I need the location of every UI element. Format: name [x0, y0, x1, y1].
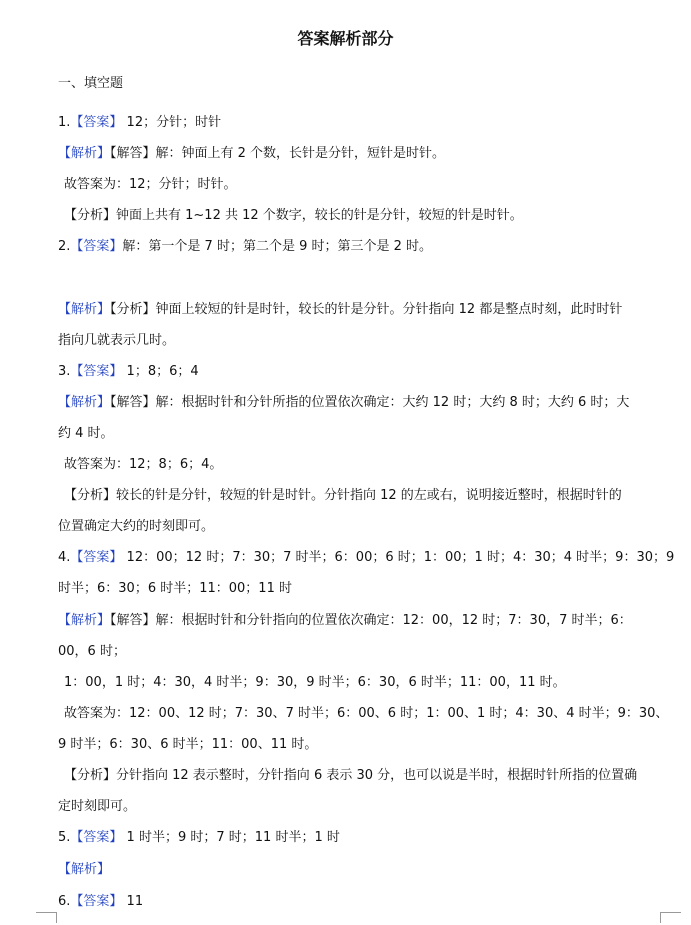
analysis-text: 【解答】解：钟面上有 2 个数，长针是分针，短针是时针。 [110, 146, 446, 161]
q2-answer [58, 237, 664, 257]
q3-analysis-continued: 约 4 时。 [58, 426, 114, 441]
q1-conclusion: 故答案为：12；分针；时针。 [64, 177, 237, 192]
answer-text: 11 [122, 894, 144, 909]
answer-tag: 【答案】 [70, 894, 123, 909]
analysis-text: 【解答】解：根据时针和分针所指的位置依次确定：大约 12 时；大约 8 时；大约 6 时；大 [110, 395, 630, 410]
q1-answer [58, 113, 664, 133]
q4-answer-continued: 时半；6：30；6 时半；11：00；11 时 [58, 581, 292, 596]
answer-text: 解：第一个是 7 时；第二个是 9 时；第三个是 2 时。 [122, 239, 433, 254]
answer-tag: 【答案】 [70, 239, 123, 254]
q5-analysis [58, 860, 664, 880]
q4-analysis-continued: 00，6 时； [58, 644, 126, 659]
answer-text: 12；分针；时针 [122, 115, 222, 130]
q3-analysis [58, 393, 664, 413]
section-title: 一、填空题 [58, 76, 124, 91]
question-number: 5. [58, 830, 71, 845]
q3-explanation-continued: 位置确定大约的时刻即可。 [58, 519, 215, 534]
analysis-text: 【解答】解：根据时针和分针指向的位置依次确定：12：00，12 时；7：30，7 时半；6： [110, 613, 632, 628]
q3-conclusion: 故答案为：12；8；6；4。 [64, 457, 223, 472]
answer-text: 1；8；6；4 [122, 364, 199, 379]
page-corner-mark-left [36, 912, 57, 923]
question-number: 3. [58, 364, 71, 379]
q4-conclusion-continued: 9 时半；6：30、6 时半；11：00、11 时。 [58, 737, 318, 752]
q1-analysis [58, 144, 664, 164]
page-title: 答案解析部分 [297, 29, 394, 48]
analysis-tag: 【解析】 [58, 395, 111, 410]
q4-answer [58, 548, 675, 568]
q2-analysis-continued: 指向几就表示几时。 [58, 333, 176, 348]
answer-tag: 【答案】 [70, 115, 123, 130]
analysis-tag: 【解析】 [58, 302, 111, 317]
question-number: 1. [58, 115, 71, 130]
q3-explanation: 【分析】较长的针是分针，较短的针是时针。分针指向 12 的左或右，说明接近整时，根据时针的 [64, 488, 622, 503]
q1-explanation: 【分析】钟面上共有 1~12 共 12 个数字，较长的针是分针，较短的针是时针。 [64, 208, 523, 223]
question-number: 6. [58, 894, 71, 909]
q4-conclusion: 故答案为：12：00、12 时；7：30、7 时半；6：00、6 时；1：00、1 时；4：30、4 时半；9：30、 [64, 706, 669, 721]
question-number: 4. [58, 550, 71, 565]
analysis-tag: 【解析】 [58, 862, 111, 877]
analysis-tag: 【解析】 [58, 613, 111, 628]
q2-analysis [58, 300, 664, 320]
q6-answer [58, 892, 664, 912]
q3-answer [58, 362, 664, 382]
answer-tag: 【答案】 [70, 550, 123, 565]
q4-explanation-continued: 定时刻即可。 [58, 799, 137, 814]
q4-explanation: 【分析】分针指向 12 表示整时，分针指向 6 表示 30 分，也可以说是半时，根据时针所指的位置确 [64, 768, 638, 783]
answer-tag: 【答案】 [70, 830, 123, 845]
answer-text: 1 时半；9 时；7 时；11 时半；1 时 [122, 830, 340, 845]
answer-tag: 【答案】 [70, 364, 123, 379]
question-number: 2. [58, 239, 71, 254]
answer-text: 12：00；12 时；7：30；7 时半；6：00；6 时；1：00；1 时；4：30；4 时半；9：30；9 [122, 550, 675, 565]
q5-answer [58, 828, 664, 848]
analysis-text: 【分析】钟面上较短的针是时针，较长的针是分针。分针指向 12 都是整点时刻，此时时针 [110, 302, 623, 317]
q4-analysis-times: 1：00，1 时；4：30，4 时半；9：30，9 时半；6：30，6 时半；11：00，11 时。 [64, 675, 566, 690]
page-corner-mark-right [660, 912, 681, 923]
analysis-tag: 【解析】 [58, 146, 111, 161]
q4-analysis [58, 611, 664, 631]
